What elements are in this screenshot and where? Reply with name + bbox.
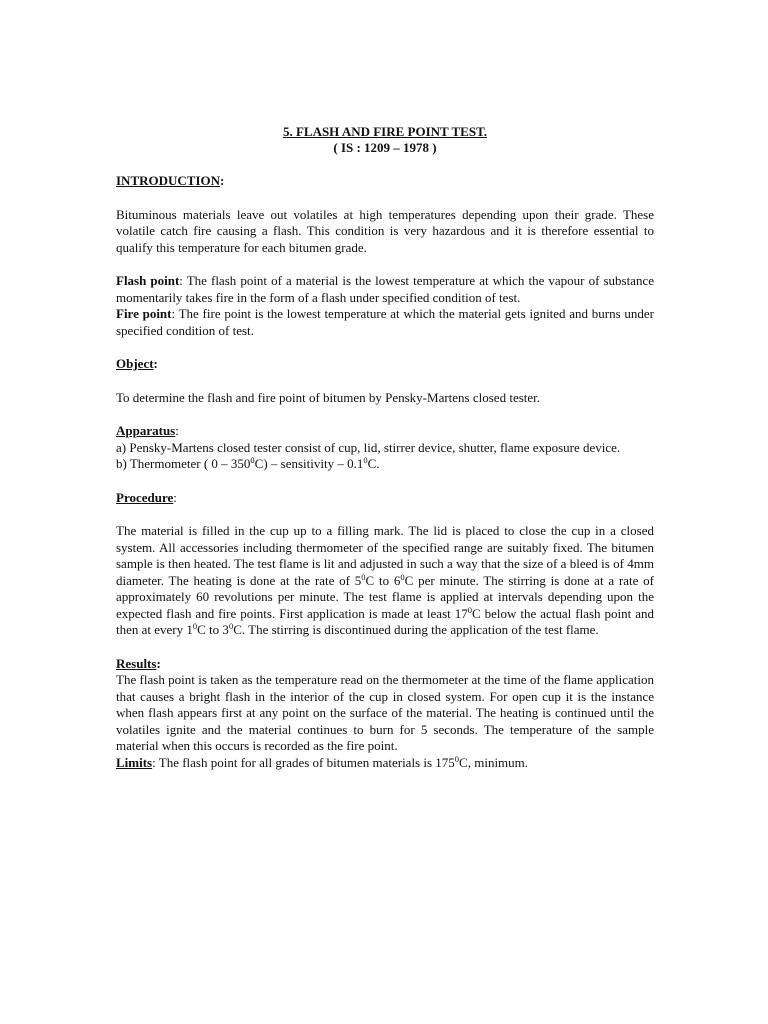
document-page xyxy=(116,124,654,771)
flash-point-text: : The flash point of a material is the lowest temperature at which the vapour of substance momentarily takes fire in the form of a flash under specified condition of test. xyxy=(116,273,654,305)
procedure-heading xyxy=(116,490,654,507)
flash-point-term: Flash point xyxy=(116,273,180,288)
apparatus-item-b-text-1: b) Thermometer ( 0 – 350 xyxy=(116,456,251,471)
object-heading xyxy=(116,356,654,373)
degree-superscript: 0 xyxy=(400,571,405,582)
limits-paragraph xyxy=(116,755,654,772)
procedure-text-6: C. The stirring is discontinued during the application of the test flame. xyxy=(233,622,599,637)
object-heading-colon: : xyxy=(153,356,158,371)
limits-text-1: : The flash point for all grades of bitumen materials is 175 xyxy=(152,754,455,770)
procedure-text-1: The material is filled in the cup up to a filling mark. The lid is placed to close the cup in a closed system. All accessories including thermometer of the specified range are suitably fixed. The bitumen sample is then heated. The test flame is lit and adjusted in such a way that the size of a bleed is of 4mm diameter. The heating is done at the rate of 5 xyxy=(116,523,654,588)
degree-superscript: 0 xyxy=(467,604,472,615)
fire-point-text: : The fire point is the lowest temperature at which the material gets ignited and burns under specified condition of test. xyxy=(116,306,655,338)
degree-superscript: 0 xyxy=(228,621,234,631)
apparatus-item-b-text-3: C. xyxy=(367,456,380,471)
title-block xyxy=(116,124,654,156)
procedure-text-2: C to 6 xyxy=(365,572,401,588)
introduction-heading-colon: : xyxy=(220,173,225,188)
introduction-heading-text: INTRODUCTION xyxy=(116,173,221,188)
introduction-paragraph: Bituminous materials leave out volatiles at high temperatures depending upon their grade. These volatile catch fire causing a flash. This condition is very hazardous and it is therefore essential to qualify this temperature for each bitumen grade. xyxy=(116,206,654,255)
results-heading xyxy=(116,656,654,673)
apparatus-heading-text: Apparatus xyxy=(116,423,176,438)
results-heading-text: Results xyxy=(116,655,157,671)
document-title: 5. FLASH AND FIRE POINT TEST. xyxy=(282,124,488,139)
results-heading-colon: : xyxy=(156,655,161,671)
apparatus-item-b-text-2: C) – sensitivity – 0.1 xyxy=(254,456,364,471)
procedure-heading-colon: : xyxy=(173,489,177,505)
introduction-heading xyxy=(116,173,654,190)
limits-text-2: C, minimum. xyxy=(459,754,529,770)
degree-superscript: 0 xyxy=(250,455,255,465)
fire-point-paragraph xyxy=(116,306,654,339)
degree-superscript: 0 xyxy=(363,455,368,465)
document-subtitle: ( IS : 1209 – 1978 ) xyxy=(333,140,437,155)
apparatus-item-b xyxy=(116,456,654,473)
procedure-text-3: C per minute. The stirring is done at a rate of approximately 60 revolutions per minute. The test flame is applied at intervals depending upon the expected flash and fire points. First application is made at least 17 xyxy=(116,572,654,621)
degree-superscript: 0 xyxy=(454,753,460,764)
flash-point-paragraph xyxy=(116,273,654,306)
apparatus-heading xyxy=(116,423,654,440)
degree-superscript: 0 xyxy=(192,621,198,631)
procedure-paragraph xyxy=(116,523,654,639)
fire-point-term: Fire point xyxy=(116,306,172,321)
object-heading-text: Object xyxy=(116,356,154,371)
results-paragraph: The flash point is taken as the temperature read on the thermometer at the time of the flame application that causes a bright flash in the interior of the cup in closed system. For open cup it is the instance when flash appears first at any point on the surface of the material. The heating is continued until the volatiles ignite and the material continues to burn for 5 seconds. The temperature of the sample material when this occurs is recorded as the fire point. xyxy=(116,672,654,753)
limits-term: Limits xyxy=(116,754,153,770)
procedure-text-4: C below the actual flash point and then at every 1 xyxy=(116,605,654,637)
degree-superscript: 0 xyxy=(361,571,366,582)
apparatus-heading-colon: : xyxy=(175,423,179,438)
procedure-heading-text: Procedure xyxy=(116,489,174,505)
object-paragraph: To determine the flash and fire point of bitumen by Pensky-Martens closed tester. xyxy=(116,389,541,405)
apparatus-item-a: a) Pensky-Martens closed tester consist of cup, lid, stirrer device, shutter, flame exposure device. xyxy=(116,439,621,455)
procedure-text-5: C to 3 xyxy=(197,622,229,637)
